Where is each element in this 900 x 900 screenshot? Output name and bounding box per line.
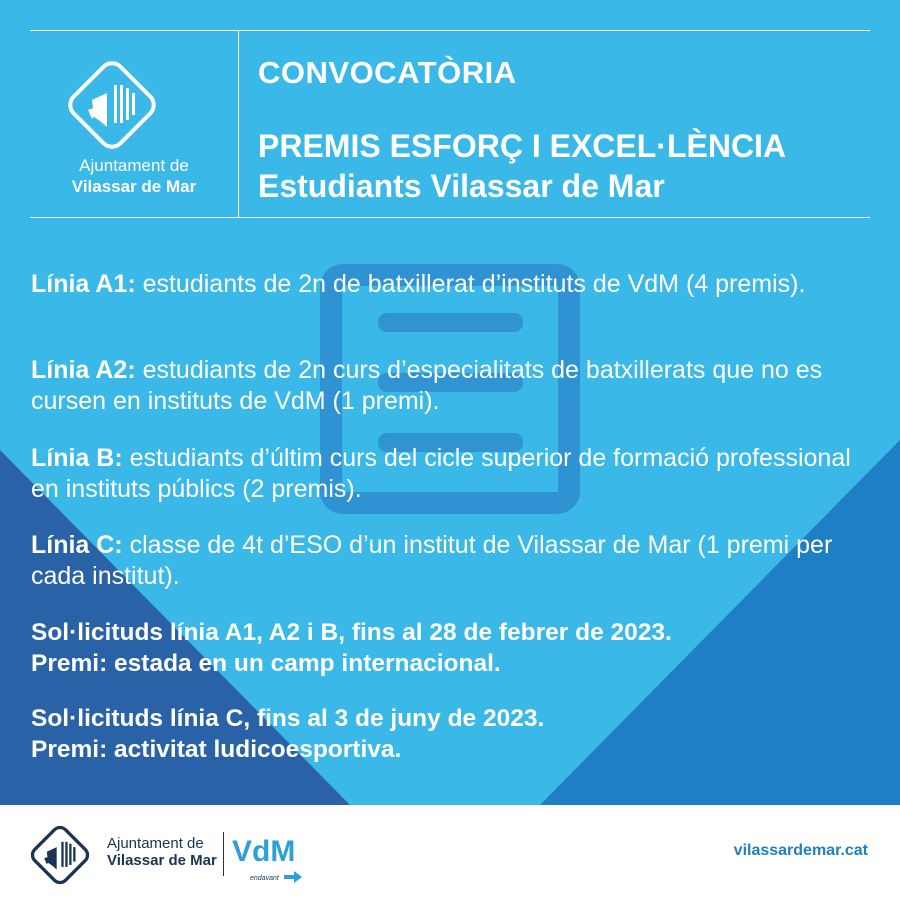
line-b — [31, 443, 871, 505]
vdm-brand-logo — [230, 827, 310, 887]
town-line2: Vilassar de Mar — [71, 177, 197, 196]
website-link[interactable]: vilassardemar.cat — [733, 842, 868, 859]
header-divider — [238, 30, 239, 217]
town-name-footer — [107, 835, 217, 869]
deadline-a1-a2-b — [31, 617, 871, 679]
page-title: PREMIS ESFORÇ I EXCEL·LÈNCIA — [258, 128, 787, 164]
line-c-text: classe de 4t d’ESO d’un institut de Vilassar de Mar (1 premi per cada institut). — [31, 531, 833, 590]
line-a1 — [31, 269, 871, 300]
deadline-c-text: Sol·licituds línia C, fins al 3 de juny de 2023. — [31, 705, 545, 732]
line-b-text: estudiants d’últim curs del cicle superior de formació professional en instituts públics (2 premis). — [31, 444, 851, 503]
footer-divider — [223, 832, 224, 876]
deadline-c — [31, 703, 871, 765]
footer — [0, 805, 900, 900]
line-c-label: Línia C: — [31, 531, 123, 559]
line-b-label: Línia B: — [31, 444, 123, 472]
coat-of-arms-icon — [27, 822, 93, 888]
line-c — [31, 530, 871, 592]
vdm-brand-text: VdM — [232, 835, 296, 868]
vdm-tagline: endavant — [250, 875, 279, 882]
page-subtitle: Estudiants Vilassar de Mar — [258, 168, 665, 204]
footer-town-line2: Vilassar de Mar — [107, 852, 217, 869]
line-a1-text: estudiants de 2n de batxillerat d’instituts de VdM (4 premis). — [135, 270, 806, 298]
call-label: CONVOCATÒRIA — [258, 55, 517, 90]
town-line1: Ajuntament de — [79, 156, 189, 175]
line-a2-text: estudiants de 2n curs d’especialitats de batxillerats que no es cursen en instituts de VdM (1 premi). — [31, 356, 823, 415]
line-a1-label: Línia A1: — [31, 270, 136, 298]
deadline-a1-a2-b-text: Sol·licituds línia A1, A2 i B, fins al 28 de febrer de 2023. — [31, 619, 672, 646]
footer-town-line1: Ajuntament de — [107, 835, 204, 852]
arrow-right-icon — [284, 871, 302, 883]
line-a2-label: Línia A2: — [31, 356, 136, 384]
prize-a1-a2-b-text: Premi: estada en un camp internacional. — [31, 650, 501, 677]
top-rule — [30, 30, 870, 31]
line-a2 — [31, 355, 871, 417]
prize-c-text: Premi: activitat ludicoesportiva. — [31, 736, 402, 763]
coat-of-arms-icon — [62, 55, 162, 155]
header-rule — [30, 217, 870, 218]
